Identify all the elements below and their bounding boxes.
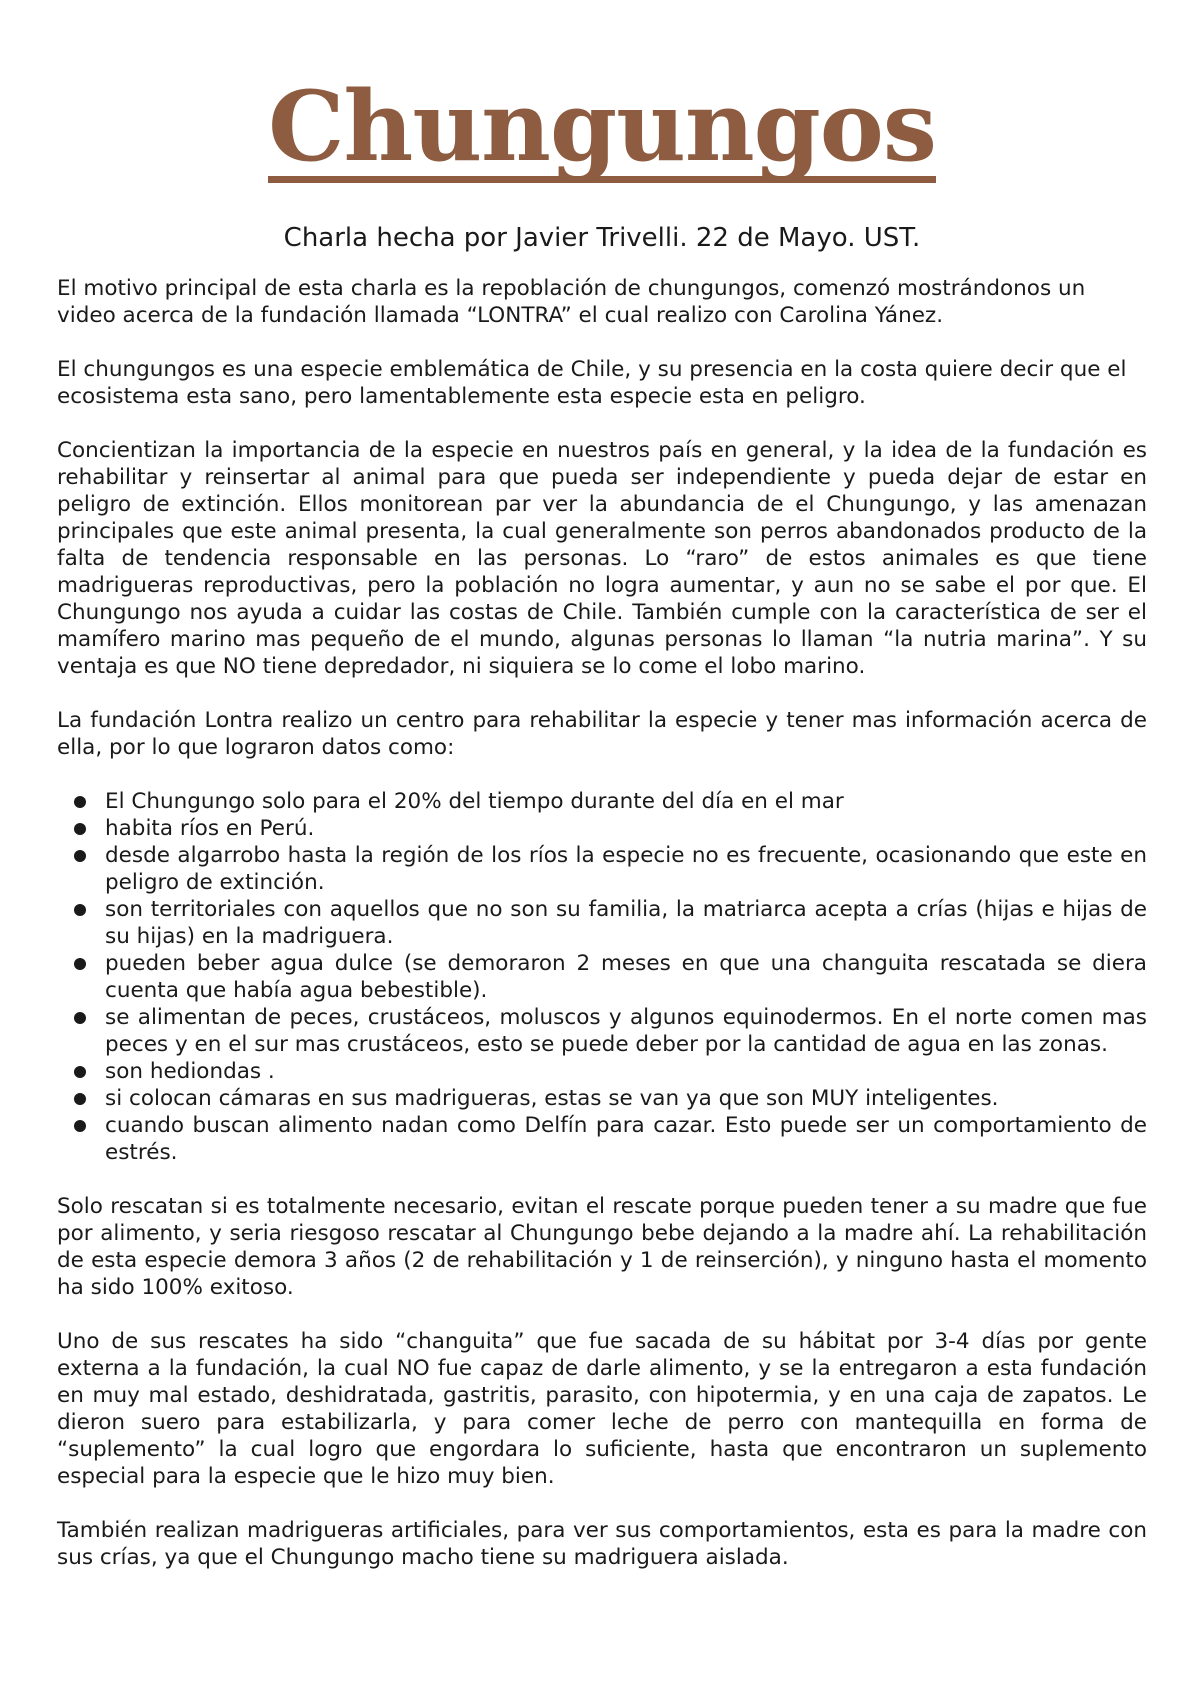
list-item [57, 950, 1147, 1004]
bullet-icon [74, 823, 86, 835]
document-page [57, 0, 1147, 1598]
bullet-icon [74, 1093, 86, 1105]
list-item-text: son hediondas . [105, 1059, 275, 1084]
bullet-icon [74, 958, 86, 970]
document-body [57, 275, 1147, 1571]
list-item-text: se alimentan de peces, crustáceos, moluscos y algunos equinodermos. En el norte comen mas peces y en el sur mas crustáceos, esto se puede deber por la cantidad de agua en las zonas. [105, 1005, 1147, 1057]
bullet-icon [74, 1012, 86, 1024]
paragraph-intro: El motivo principal de esta charla es la repoblación de chungungos, comenzó mostrándonos un video acerca de la fundación llamada “LONTRA” el cual realizo con Carolina Yánez. [57, 276, 1086, 328]
list-item [57, 1085, 1147, 1112]
paragraph-foundation-mission: Concientizan la importancia de la especie en nuestros país en general, y la idea de la fundación es rehabilitar y reinsertar al animal para que pueda ser independiente y pueda dejar de estar en peligro de extinción. Ellos monitorean par ver la abundancia de el Chungungo, y las amenazan principales que este animal presenta, la cual generalmente son perros abandonados producto de la falta de tendencia responsable en las personas. Lo “raro” de estos animales es que tiene madrigueras reproductivas, pero la población no logra aumentar, y aun no se sabe el por que. El Chungungo nos ayuda a cuidar las costas de Chile. También cumple con la característica de ser el mamífero marino mas pequeño de el mundo, algunas personas lo llaman “la nutria marina”. Y su ventaja es que NO tiene depredador, ni siquiera se lo come el lobo marino. [57, 438, 1147, 679]
paragraph-rehab-center: La fundación Lontra realizo un centro para rehabilitar la especie y tener mas información acerca de ella, por lo que lograron datos como: [57, 708, 1147, 760]
facts-list [57, 788, 1147, 1166]
document-subtitle: Charla hecha por Javier Trivelli. 22 de Mayo. UST. [283, 223, 921, 253]
list-item [57, 842, 1147, 896]
list-item-text: desde algarrobo hasta la región de los ríos la especie no es frecuente, ocasionando que este en peligro de extinción. [105, 843, 1147, 895]
paragraph-changuita-story: Uno de sus rescates ha sido “changuita” que fue sacada de su hábitat por 3-4 días por gente externa a la fundación, la cual NO fue capaz de darle alimento, y se la entregaron a esta fundación en muy mal estado, deshidratada, gastritis, parasito, con hipotermia, y en una caja de zapatos. Le dieron suero para estabilizarla, y para comer leche de perro con mantequilla en forma de “suplemento” la cual logro que engordara lo suficiente, hasta que encontraron un suplemento especial para la especie que le hizo muy bien. [57, 1329, 1147, 1489]
list-item [57, 1004, 1147, 1058]
list-item [57, 896, 1147, 950]
paragraph-rescue-policy: Solo rescatan si es totalmente necesario, evitan el rescate porque pueden tener a su madre que fue por alimento, y seria riesgoso rescatar al Chungungo bebe dejando a la madre ahí. La rehabilitación de esta especie demora 3 años (2 de rehabilitación y 1 de reinserción), y ninguno hasta el momento ha sido 100% exitoso. [57, 1194, 1147, 1300]
list-item-text: son territoriales con aquellos que no son su familia, la matriarca acepta a crías (hijas e hijas de su hijas) en la madriguera. [105, 897, 1147, 949]
paragraph-emblematic-species: El chungungos es una especie emblemática de Chile, y su presencia en la costa quiere decir que el ecosistema esta sano, pero lamentablemente esta especie esta en peligro. [57, 357, 1127, 409]
bullet-icon [74, 850, 86, 862]
list-item-text: cuando buscan alimento nadan como Delfín para cazar. Esto puede ser un comportamiento de estrés. [105, 1113, 1147, 1165]
list-item-text: habita ríos en Perú. [105, 816, 315, 841]
list-item-text: El Chungungo solo para el 20% del tiempo durante del día en el mar [105, 789, 844, 814]
bullet-icon [74, 904, 86, 916]
bullet-icon [74, 1066, 86, 1078]
document-title-text: Chungungos [268, 70, 936, 183]
paragraph-artificial-dens: También realizan madrigueras artificiales, para ver sus comportamientos, esta es para la madre con sus crías, ya que el Chungungo macho tiene su madriguera aislada. [57, 1518, 1147, 1570]
bullet-icon [74, 1120, 86, 1132]
list-item [57, 788, 1147, 815]
list-item-text: si colocan cámaras en sus madrigueras, estas se van ya que son MUY inteligentes. [105, 1086, 999, 1111]
list-item [57, 1058, 1147, 1085]
bullet-icon [74, 796, 86, 808]
document-title [57, 72, 1147, 183]
list-item-text: pueden beber agua dulce (se demoraron 2 meses en que una changuita rescatada se diera cuenta que había agua bebestible). [105, 951, 1147, 1003]
list-item [57, 815, 1147, 842]
list-item [57, 1112, 1147, 1166]
